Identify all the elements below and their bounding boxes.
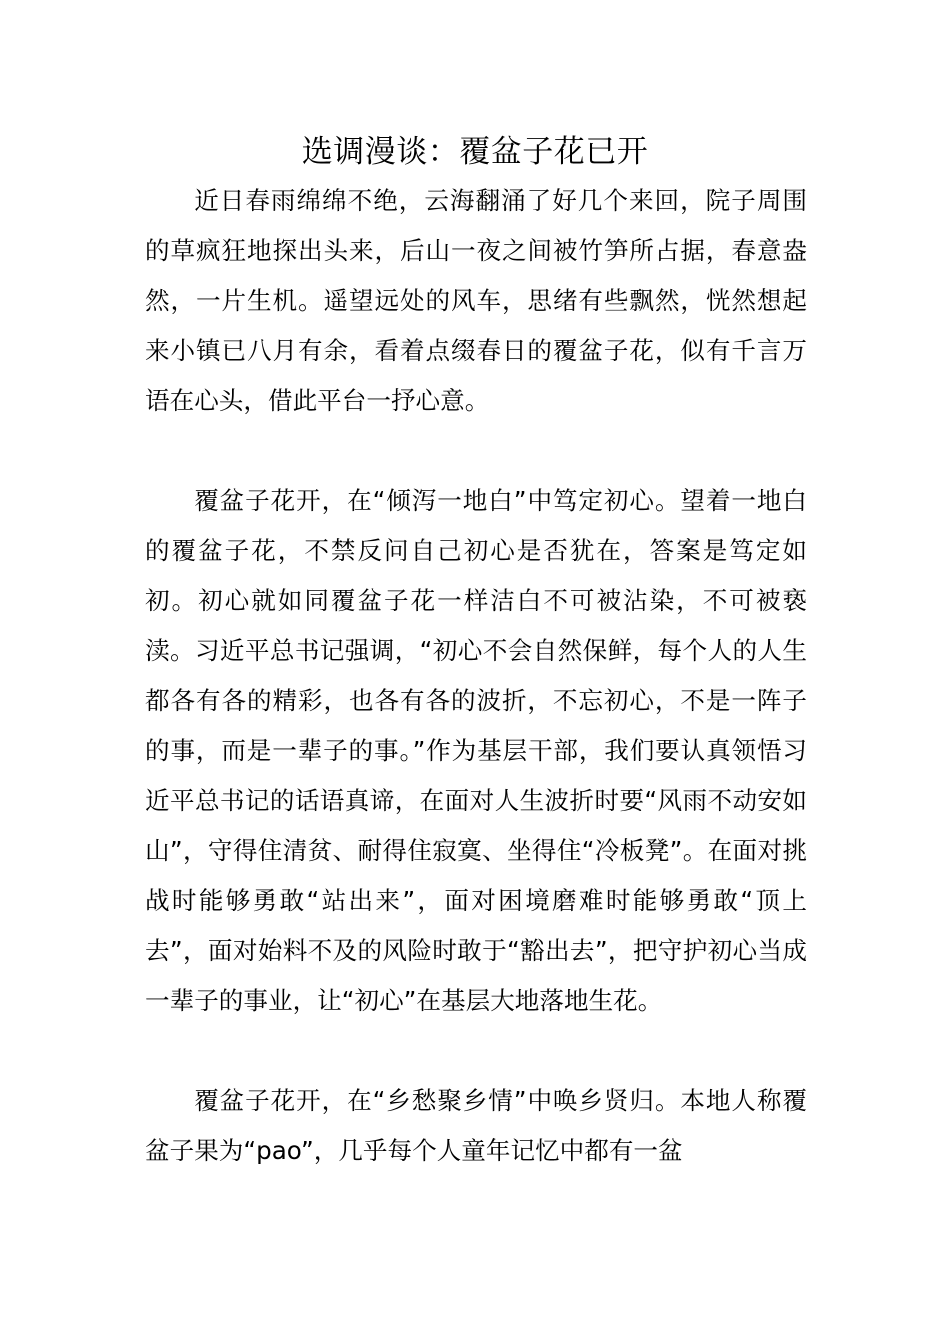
document-title: 选调漫谈：覆盆子花已开 [301,134,649,170]
document-body [145,176,807,1176]
paragraph-spacer [145,1026,807,1076]
paragraph-spacer [145,426,807,476]
paragraph-1: 近日春雨绵绵不绝，云海翻涌了好几个来回，院子周围的草疯狂地探出头来，后山一夜之间被竹笋所占据，春意盎然，一片生机。遥望远处的风车，思绪有些飘然，恍然想起来小镇已八月有余，看着点缀春日的覆盆子花，似有千言万语在心头，借此平台一抒心意。 [145,186,807,415]
paragraph-2: 覆盆子花开，在“倾泻一地白”中笃定初心。望着一地白的覆盆子花，不禁反问自己初心是否犹在，答案是笃定如初。初心就如同覆盆子花一样洁白不可被沾染，不可被亵渎。习近平总书记强调，“初心不会自然保鲜，每个人的人生都各有各的精彩，也各有各的波折，不忘初心，不是一阵子的事，而是一辈子的事。”作为基层干部，我们要认真领悟习近平总书记的话语真谛，在面对人生波折时要“风雨不动安如山”，守得住清贫、耐得住寂寞、坐得住“冷板凳”。在面对挑战时能够勇敢“站出来”，面对困境磨难时能够勇敢“顶上去”，面对始料不及的风险时敢于“豁出去”，把守护初心当成一辈子的事业，让“初心”在基层大地落地生花。 [145,486,807,1015]
paragraph-3: 覆盆子花开，在“乡愁聚乡情”中唤乡贤归。本地人称覆盆子果为“pao”，几乎每个人童年记忆中都有一盆 [145,1086,807,1165]
